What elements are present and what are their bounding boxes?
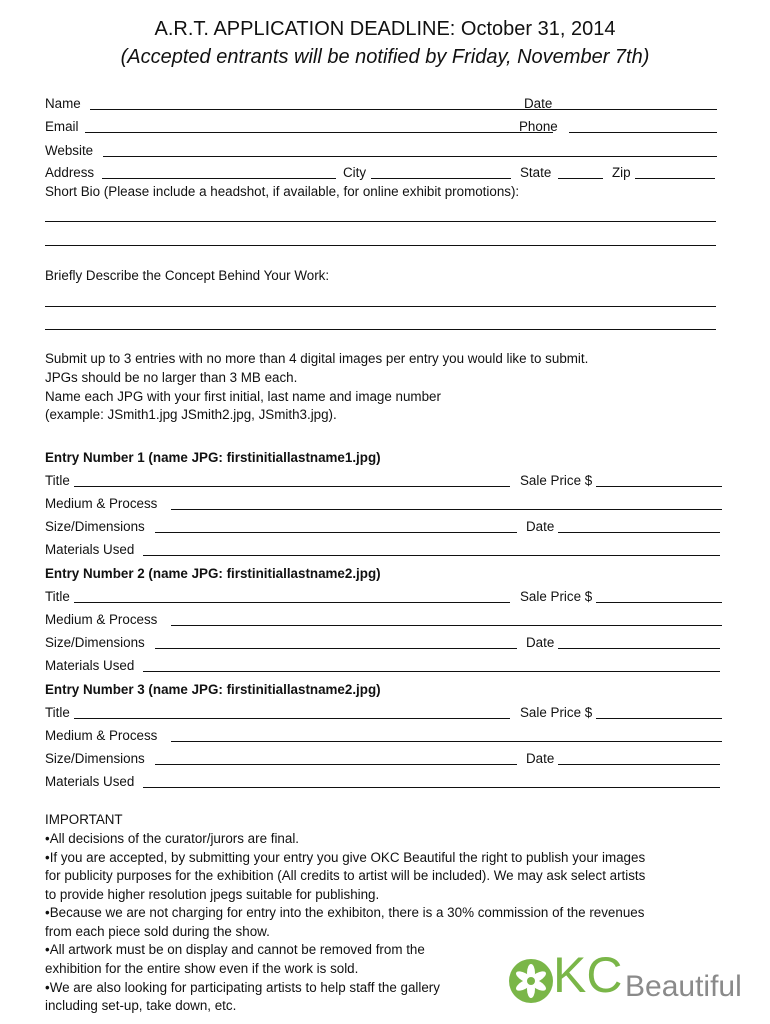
important-line: including set-up, take down, etc.: [45, 998, 237, 1013]
important-line: •All decisions of the curator/jurors are final.: [45, 831, 300, 846]
important-line: •All artwork must be on display and cannot be removed from the: [45, 942, 425, 957]
important-line: for publicity purposes for the exhibition (All credits to artist will be included). We may ask select artists: [45, 868, 646, 883]
important-line: from each piece sold during the show.: [45, 924, 270, 939]
entry-3-medium-field[interactable]: [171, 741, 722, 742]
materials-label: Materials Used: [45, 774, 135, 789]
date-label: Date: [526, 635, 555, 650]
entry-2-date-field[interactable]: [558, 648, 720, 649]
phone-label: Phone: [519, 119, 558, 134]
medium-label: Medium & Process: [45, 728, 158, 743]
logo-beautiful-text: Beautiful: [625, 970, 742, 1003]
entry-1-materials-field[interactable]: [143, 555, 720, 556]
instructions-line: Name each JPG with your first initial, last name and image number: [45, 389, 441, 404]
name-date-row: [45, 95, 725, 113]
date-label: Date: [524, 96, 553, 111]
entry-1-title-row: [45, 472, 725, 490]
address-field[interactable]: [102, 178, 336, 179]
entry-1-heading: Entry Number 1 (name JPG: firstinitiallastname1.jpg): [45, 450, 381, 465]
entry-1-sale-price-field[interactable]: [596, 486, 722, 487]
entry-2-sale-price-field[interactable]: [596, 602, 722, 603]
bio-line-2[interactable]: [45, 245, 716, 246]
entry-2-materials-field[interactable]: [143, 671, 720, 672]
entry-2-size-field[interactable]: [155, 648, 517, 649]
bio-prompt: Short Bio (Please include a headshot, if available, for online exhibit promotions):: [45, 184, 520, 199]
email-phone-row: [45, 118, 725, 136]
zip-label: Zip: [612, 165, 631, 180]
date-label: Date: [526, 519, 555, 534]
entry-2-title-row: [45, 588, 725, 606]
title-label: Title: [45, 705, 70, 720]
title-label: Title: [45, 473, 70, 488]
instructions-line: Submit up to 3 entries with no more than 4 digital images per entry you would like to submit.: [45, 351, 589, 366]
state-field[interactable]: [558, 178, 603, 179]
form-title: A.R.T. APPLICATION DEADLINE: October 31, 2014: [154, 18, 616, 40]
email-label: Email: [45, 119, 79, 134]
bio-line-1[interactable]: [45, 221, 716, 222]
important-line: •If you are accepted, by submitting your entry you give OKC Beautiful the right to publish your images: [45, 850, 646, 865]
important-line: to provide higher resolution jpegs suitable for publishing.: [45, 887, 380, 902]
logo-okc-text: KC: [553, 947, 623, 1003]
instructions-line: (example: JSmith1.jpg JSmith2.jpg, JSmith3.jpg).: [45, 407, 337, 422]
name-label: Name: [45, 96, 81, 111]
instructions-line: JPGs should be no larger than 3 MB each.: [45, 370, 298, 385]
important-heading: IMPORTANT: [45, 812, 123, 827]
medium-label: Medium & Process: [45, 496, 158, 511]
name-field[interactable]: [90, 109, 560, 110]
entry-1-medium-field[interactable]: [171, 509, 722, 510]
concept-prompt: Briefly Describe the Concept Behind Your Work:: [45, 268, 330, 283]
sale-price-label: Sale Price $: [520, 473, 593, 488]
address-label: Address: [45, 165, 95, 180]
entry-2-heading: Entry Number 2 (name JPG: firstinitiallastname2.jpg): [45, 566, 381, 581]
size-label: Size/Dimensions: [45, 751, 145, 766]
entry-1-materials-row: [45, 541, 725, 559]
concept-line-2[interactable]: [45, 329, 716, 330]
okc-beautiful-logo: [507, 947, 742, 1011]
entry-3-size-row: [45, 750, 725, 768]
entry-3-medium-row: [45, 727, 725, 745]
size-label: Size/Dimensions: [45, 635, 145, 650]
concept-line-1[interactable]: [45, 306, 716, 307]
title-label: Title: [45, 589, 70, 604]
entry-3-materials-field[interactable]: [143, 787, 720, 788]
form-subtitle: (Accepted entrants will be notified by Friday, November 7th): [120, 46, 650, 68]
entry-3-materials-row: [45, 773, 725, 791]
state-label: State: [520, 165, 552, 180]
city-label: City: [343, 165, 367, 180]
entry-1-medium-row: [45, 495, 725, 513]
important-line: •We are also looking for participating artists to help staff the gallery: [45, 980, 440, 995]
website-field[interactable]: [103, 156, 717, 157]
entry-1-size-field[interactable]: [155, 532, 517, 533]
materials-label: Materials Used: [45, 542, 135, 557]
entry-3-date-field[interactable]: [558, 764, 720, 765]
entry-2-medium-row: [45, 611, 725, 629]
entry-2-materials-row: [45, 657, 725, 675]
entry-2-title-field[interactable]: [74, 602, 510, 603]
phone-field[interactable]: [569, 132, 717, 133]
entry-3-size-field[interactable]: [155, 764, 517, 765]
entry-3-heading: Entry Number 3 (name JPG: firstinitiallastname2.jpg): [45, 682, 381, 697]
important-line: •Because we are not charging for entry into the exhibiton, there is a 30% commission of the revenues: [45, 905, 645, 920]
city-field[interactable]: [371, 178, 511, 179]
website-row: [45, 142, 725, 160]
entry-2-size-row: [45, 634, 725, 652]
entry-1-title-field[interactable]: [74, 486, 510, 487]
date-label: Date: [526, 751, 555, 766]
entry-3-title-field[interactable]: [74, 718, 510, 719]
entry-2-medium-field[interactable]: [171, 625, 722, 626]
entry-3-sale-price-field[interactable]: [596, 718, 722, 719]
medium-label: Medium & Process: [45, 612, 158, 627]
entry-3-title-row: [45, 704, 725, 722]
size-label: Size/Dimensions: [45, 519, 145, 534]
website-label: Website: [45, 143, 94, 158]
zip-field[interactable]: [635, 178, 715, 179]
entry-1-size-row: [45, 518, 725, 536]
address-row: [45, 164, 725, 182]
materials-label: Materials Used: [45, 658, 135, 673]
sale-price-label: Sale Price $: [520, 589, 593, 604]
email-field[interactable]: [85, 132, 553, 133]
date-field[interactable]: [555, 109, 717, 110]
sale-price-label: Sale Price $: [520, 705, 593, 720]
entry-1-date-field[interactable]: [558, 532, 720, 533]
important-line: exhibition for the entire show even if the work is sold.: [45, 961, 359, 976]
